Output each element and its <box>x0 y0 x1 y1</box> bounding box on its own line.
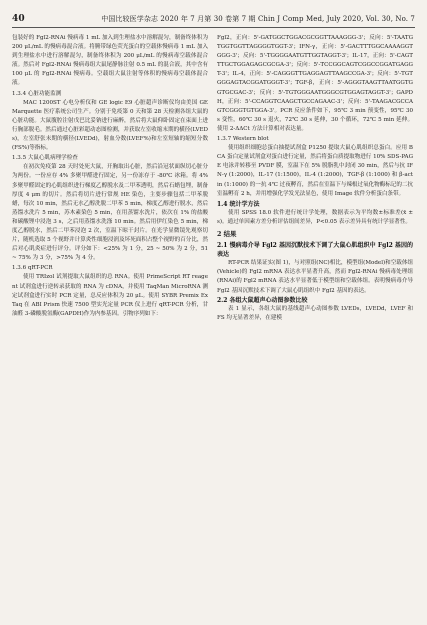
section-heading: 2 结果 <box>217 229 237 238</box>
primer-sequences: Fgl2，正向：5'-GATGGCTGGACGCGGTTAAAGGG-3'；反向：5'-TAATGTGGTGGTTAGGGGTGGT-3'；IFN-γ，正向：5'-GACTTTGGCAAAAGGTGGG-3'；反向：5'-TGGGGAATGTTGGTAGGT-3'；IL-17，正向：5'-CAGTTTGCTGGAGAGCGCGA-3'；反向：5'-TCCGGCAGTCGGCCGGATGAGGT-3'；IL-4，正向：5'-CAGGGTTGAGGAGTTAAGCCGA-3'；反向：5'-TGTGGGAGTACGGATGGGT-3'；TGF-β，正向：5'-AGGGTAAGTTAATGGTGGTGCGAC-3'；反向：5'-TGTGGGAATGGGCGTGGAGTAGGT-3'；GAPDH，正向：5'-CCAGGTCAAGCTGCCAGAAC-3'；反向：5'-TAAGACGCCAGTCGGGTGTGGA-3'。PCR 反应条件如下，95℃ 3 min 预变性，95℃ 30 s 变性，60℃ 30 s 退火，72℃ 30 s 延伸，30 个循环，72℃ 5 min 延伸。使用 2-ΔΔCt 方法计算相对表达量。 <box>217 35 413 132</box>
paragraph: 使用组织细胞总蛋白抽提试剂盒 P1250 提取大鼠心肌组织总蛋白。应用 BCA 蛋白定量试剂盒对蛋白进行定量，然后将蛋白质提取物进行 10% SDS-PAGE 电泳并转移至 PVDF 膜，室温下在 5% 脱脂乳中封闭 30 min，然后与抗 IFN-γ (1:2000)，IL-17 (1:1500)，IL-4 (1:2000)，TGF-β (1:1000) 和 β-actin (1:1000) 的一抗 4℃ 过夜孵育，然后在室温下与辣根过氧化物酶标记的二抗室温孵育 2 h，并用增强化学发光法显色，使用 Image 软件分析蛋白条带。 <box>217 145 413 197</box>
paragraph: 表 1 显示，各组大鼠的基线超声心动图参数 LVEDs，LVEDd，LVEF 和 FS 均无显著差异，在建模 <box>217 305 413 321</box>
paragraph: MAC 1200ST 心电分析仪和 GE logic E9 心脏超声诊断仪均由美国 GE Marquette 医疗系统公司生产。分别于免疫第 0 天和第 28 天检测各组大鼠的心脏功能。大鼠腹腔注射戊巴比妥钠进行麻醉，然后将大鼠仰卧固定在束面上进行胸部脱毛。然后通过心脏彩超动态图检测，并获取左室收缩末期的横径(LVEDs)，左室舒张末期的横径(LVEDd)，射血分数(LVEF%)和左室短轴的缩短分数(FS%)等指标。 <box>12 99 208 152</box>
journal-citation: 中国比较医学杂志 2020 年 7 月第 30 卷第 7 期 Chin J Comp Med, July 2020, Vol. 30, No. 7 <box>101 15 415 23</box>
subsection-heading: 1.3.6 qRT-PCR <box>12 265 53 272</box>
subsection-heading: 1.3.5 大鼠心肌病理学检查 <box>12 155 78 162</box>
paragraph: RT-PCR 结果证实(图 1)，与对照组(NC)相比，模型组(Model)和空载体组(Vehicle)的 Fgl2 mRNA 表达水平显著升高，然而 Fgl2-RNAi 慢病毒处理组(RNAi)的 Fgl2 mRNA 表达水平显著低于模型组和空载体组。表明慢病毒介导 Fgl2 基因沉默技术下调了大鼠心肌组织中 Fgl2 基因的表达。 <box>217 260 413 294</box>
subsection-heading: 1.3.7 Western blot <box>217 136 269 143</box>
subsection-heading: 1.4 统计学方法 <box>217 200 260 208</box>
subsection-heading: 1.3.4 心脏功能监测 <box>12 90 62 97</box>
left-column <box>12 34 208 323</box>
subsection-heading: 2.1 慢病毒介导 Fgl2 基因沉默技术下调了大鼠心肌组织中 Fgl2 基因的表达 <box>217 242 413 259</box>
two-column-body <box>12 34 415 323</box>
paragraph: 包装好的 Fgl2-RNAi 慢病毒 1 mL 加入到生理盐水中溶解混匀，制备终体积为 200 μL/mL 的慢病毒混合液。将腾带绿色荧光蛋白的空载体慢病毒 1 mL 加入到生理盐水中进行溶解混匀，制备终体积为 200 μL/mL 的慢病毒空载体混合液。然后对 Fgl2-RNAi 慢病毒组大鼠尾静脉注射 0.5 mL 的混合液，其中含有 100 μL 的 Fgl2-RNAi 慢病毒。空载组大鼠注射等体积的慢病毒空载体混合液。 <box>12 35 208 87</box>
running-header <box>12 14 415 28</box>
subsection-heading: 2.2 各组大鼠超声心动图参数比较 <box>217 296 308 304</box>
paragraph: 在初次免疫第 28 天时处死大鼠，开胸取出心脏，然后沿冠状面纵切心脏分为两份。一份应存 4% 多聚甲醛进行固定，另一份冻存于 -80℃ 冰箱。将 4% 多聚甲醛固定的心肌组织进行梯度乙醇脱水及二甲苯透明，然后石蜡包埋，制备厚度 4 μm 的切片。然后将切片进行常规 HE 染色，主要步骤包括二甲苯脱蜡，每次 10 min，然后无水乙醇洗脱二甲苯 5 min，梯度乙醇进行脱水，然后蒸馏水洗片 5 min，苏木素染色 5 min，在用蒸馏水洗片，依次在 1% 的盐酸和碳酸锂中浸泡 3 s，之后用蒸馏水洗涤 10 min。然后用伊红染色 5 min，梯度乙醇脱水，然后二甲苯浸泡 2 次，室温下晾干封片。在光学显微镜先观察切片，随机选取 5 个视野并计算炎性细胞浸润及坏死面积占整个视野的百分比，然后对心肌炎症进行评分。评分如下：<25% 为 1 分，25 ~ 50% 为 2 分，51 ~ 75% 为 3 分，>75% 为 4 分。 <box>12 164 208 262</box>
paragraph: 使用 SPSS 18.0 软件进行统计学处理，数据表示为平均数±标准差(x̄ ± s)。通过单因素方差分析评估组间差异，P<0.05 表示差异具有统计学显著性。 <box>217 209 413 225</box>
paragraph: 使用 TRIzol 试剂提取大鼠组织的总 RNA。使用 PrimeScript RT reagent 试剂盒进行逆转录获取的 RNA 为 cDNA，并使用 TaqMan MicroRNA 测定试剂盒进行实时 PCR 定量，总反应体积为 20 μL。使用 SYBR Premix Ex Taq 在 ABI Prism 快速 7500 型实光定量 PCR 仪上进行 qRT-PCR 分析，甘油醛 3-磷酸脱氢酶(GAPDH)作为内参基因。引物序列如下： <box>12 274 208 317</box>
right-column <box>217 34 413 323</box>
page-number: 40 <box>12 14 25 24</box>
